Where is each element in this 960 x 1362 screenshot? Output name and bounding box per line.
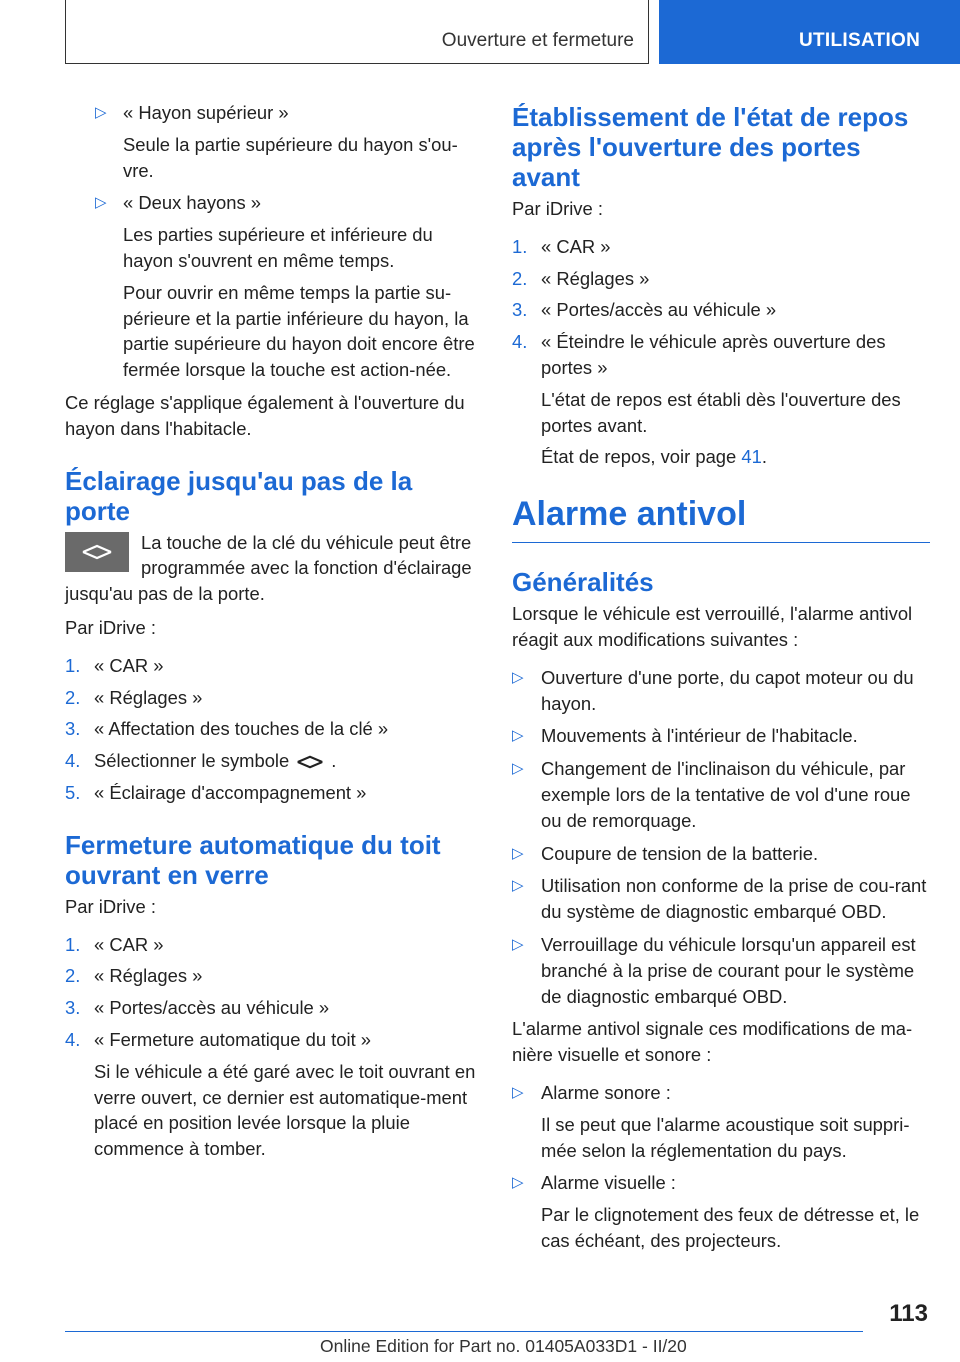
header-chapter-tab	[659, 0, 960, 64]
paragraph: Ce réglage s'applique également à l'ouverture du hayon dans l'habitacle.	[65, 391, 465, 439]
triangle-bullet-icon: ▷	[512, 935, 524, 953]
footer-edition: Online Edition for Part no. 01405A033D1 - II/20	[320, 1336, 687, 1356]
list-item: 5. « Éclairage d'accompagnement »	[65, 781, 367, 803]
triangle-bullet-icon: ▷	[95, 104, 107, 121]
step-note: Si le véhicule a été garé avec le toit ouvrant en verre ouvert, ce dernier est automatique-ment placé en position levée lorsque la pluie commence à tomber.	[94, 1060, 476, 1160]
triangle-bullet-icon: ▷	[512, 844, 524, 862]
section-title: Fermeture automatique du toit ouvrant en verre	[65, 829, 441, 890]
list-item: ▷ Mouvements à l'intérieur de l'habitacle.	[512, 723, 930, 749]
bullet-text: Pour ouvrir en même temps la partie su-périeure et la partie inférieure du hayon, la partie supérieure du hayon doit encore être fermée lorsque la touche est action-née.	[123, 281, 475, 381]
list-item: 3. « Portes/accès au véhicule »	[65, 997, 330, 1019]
triangle-bullet-icon: ▷	[512, 1083, 524, 1101]
header-section-title: Ouverture et fermeture	[441, 30, 634, 51]
triangle-bullet-icon: ▷	[512, 1174, 524, 1192]
list-item: ▷ Alarme visuelle : Par le clignotement des feux de détresse et, le cas échéant, des projecteurs.	[512, 1172, 920, 1251]
key-button-block	[65, 530, 481, 607]
bullet-label: « Hayon supérieur »	[123, 102, 289, 123]
list-item: 3. « Portes/accès au véhicule »	[512, 299, 777, 321]
triangle-bullet-icon: ▷	[512, 877, 524, 895]
paragraph: Lorsque le véhicule est verrouillé, l'alarme antivol réagit aux modifications suivantes :	[512, 603, 913, 650]
list-item: 1. « CAR »	[65, 933, 164, 955]
list-item: ▷ Changement de l'inclinaison du véhicule, par exemple lors de la tentative de vol d'une roue ou de remorquage.	[512, 758, 911, 831]
idrive-label: Par iDrive :	[512, 198, 603, 219]
idrive-label: Par iDrive :	[65, 616, 156, 638]
triangle-bullet-icon: ▷	[512, 760, 524, 778]
list-item: 4. « Fermeture automatique du toit » Si le véhicule a été garé avec le toit ouvrant en verre ouvert, ce dernier est automatique-ment placé en position levée lorsque la pluie commence à tomber.	[65, 1027, 481, 1162]
bullet-label: « Deux hayons »	[123, 192, 262, 214]
footer-divider	[65, 1331, 863, 1332]
paragraph: L'alarme antivol signale ces modifications de ma-nière visuelle et sonore :	[512, 1018, 913, 1066]
list-item: 2. « Réglages »	[65, 965, 203, 987]
list-item: 4. « Éteindre le véhicule après ouverture des portes » L'état de repos est établi dès l'ouverture des portes avant. État de repos, voir page 41.	[512, 329, 930, 470]
section-title: Éclairage jusqu'au pas de la porte	[65, 465, 413, 526]
list-item	[65, 190, 481, 383]
list-item: 1. « CAR »	[512, 235, 611, 257]
list-item: ▷ Utilisation non conforme de la prise de cou-rant du système de diagnostic embarqué OBD.	[512, 875, 927, 923]
left-column	[65, 100, 481, 1168]
idrive-label: Par iDrive :	[65, 895, 156, 917]
right-column	[512, 100, 930, 1261]
list-item: 2. « Réglages »	[65, 686, 203, 708]
page-reference: État de repos, voir page 41.	[541, 446, 767, 468]
bullet-text: Seule la partie supérieure du hayon s'ou-vre.	[123, 133, 458, 181]
page-number: 113	[889, 1300, 928, 1327]
list-item: ▷ Ouverture d'une porte, du capot moteur ou du hayon.	[512, 666, 914, 714]
list-item: ▷ Alarme sonore : Il se peut que l'alarme acoustique soit suppri-mée selon la réglementation du pays.	[512, 1081, 910, 1161]
triangle-bullet-icon: ▷	[512, 727, 524, 745]
header-section-box	[65, 0, 649, 64]
section-title: Établissement de l'état de repos après l'ouverture des portes avant	[512, 102, 909, 192]
section-title: Généralités	[512, 567, 654, 598]
list-item	[65, 100, 481, 183]
step-note: L'état de repos est établi dès l'ouverture des portes avant.	[541, 388, 901, 436]
header-chapter-title: UTILISATION	[799, 30, 921, 51]
list-item: 4. Sélectionner le symbole .	[65, 750, 337, 772]
bullet-text: Les parties supérieure et inférieure du hayon s'ouvrent en même temps.	[123, 224, 433, 271]
list-item: 2. « Réglages »	[512, 267, 650, 289]
diamond-light-icon	[80, 544, 114, 560]
key-description: La touche de la clé du véhicule peut être programmée avec la fonction d'éclairage jusqu'au pas de la porte.	[65, 531, 472, 605]
diamond-light-icon	[295, 755, 325, 769]
list-item: 3. « Affectation des touches de la clé »	[65, 718, 389, 740]
list-item: ▷ Verrouillage du véhicule lorsqu'un appareil est branché à la prise de courant pour le système de diagnostic embarqué OBD.	[512, 933, 916, 1007]
triangle-bullet-icon: ▷	[512, 668, 524, 686]
key-button-icon	[65, 532, 129, 572]
page-link[interactable]: 41	[741, 446, 762, 468]
list-item: 1. « CAR »	[65, 654, 164, 676]
triangle-bullet-icon: ▷	[95, 194, 107, 212]
list-item: ▷ Coupure de tension de la batterie.	[512, 841, 930, 867]
chapter-title: Alarme antivol	[512, 492, 930, 543]
